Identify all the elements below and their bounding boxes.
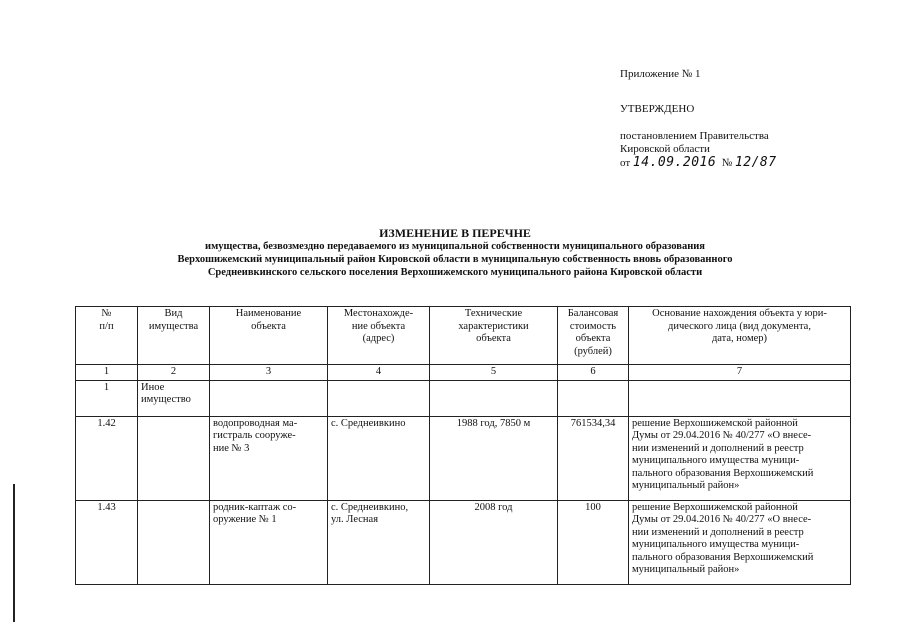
header-cell: Основание нахождения объекта у юри- дического лица (вид документа, дата, номер) — [629, 307, 851, 365]
appendix-label: Приложение № 1 — [620, 68, 701, 80]
approval-date-line — [620, 156, 777, 170]
row-tech: 1988 год, 7850 м — [430, 416, 558, 500]
column-number: 6 — [558, 365, 629, 381]
header-cell: Местонахожде- ние объекта (адрес) — [328, 307, 430, 365]
row-basis: решение Верхошижемской районной Думы от 29.04.2016 № 40/277 «О внесе- нии изменений и дополнений в реестр муниципального имущества муници- пального образования Верхошижемский муниципальный район» — [629, 416, 851, 500]
title-line-3: Среднеивкинского сельского поселения Верхошижемского муниципального района Кировской области — [207, 267, 703, 278]
table-header-row — [76, 307, 851, 365]
column-number: 4 — [328, 365, 430, 381]
table-row — [76, 416, 851, 500]
header-cell: Балансовая стоимость объекта (рублей) — [558, 307, 629, 365]
row-name: водопроводная ма- гистраль сооруже- ние № 3 — [210, 416, 328, 500]
section-row — [76, 380, 851, 416]
row-type — [138, 416, 210, 500]
title-heading: ИЗМЕНЕНИЕ В ПЕРЕЧНЕ — [379, 226, 531, 240]
column-number: 3 — [210, 365, 328, 381]
column-number: 5 — [430, 365, 558, 381]
column-number: 2 — [138, 365, 210, 381]
section-type: Иное имущество — [138, 380, 210, 416]
approval-block — [620, 68, 777, 170]
row-location: с. Среднеивкино — [328, 416, 430, 500]
approval-line-2: Кировской области — [620, 143, 710, 155]
row-location: с. Среднеивкино, ул. Лесная — [328, 500, 430, 584]
title-line-2: Верхошижемский муниципальный район Кировской области в муниципальную собственность вновь образованного — [177, 254, 733, 265]
handwritten-number: 12/87 — [734, 155, 777, 170]
row-tech: 2008 год — [430, 500, 558, 584]
section-number: 1 — [76, 380, 138, 416]
number-prefix: № — [721, 157, 733, 169]
document-title — [40, 226, 870, 279]
header-cell: Технические характеристики объекта — [430, 307, 558, 365]
column-number: 7 — [629, 365, 851, 381]
title-line-1: имущества, безвозмездно передаваемого из муниципальной собственности муниципального образования — [205, 241, 705, 252]
row-basis: решение Верхошижемской районной Думы от 29.04.2016 № 40/277 «О внесе- нии изменений и дополнений в реестр муниципального имущества муници- пального образования Верхошижемский муниципальный район» — [629, 500, 851, 584]
row-type — [138, 500, 210, 584]
header-cell: № п/п — [76, 307, 138, 365]
row-name: родник-каптаж со- оружение № 1 — [210, 500, 328, 584]
handwritten-date: 14.09.2016 — [632, 155, 717, 170]
property-table — [75, 306, 851, 585]
row-value: 100 — [558, 500, 629, 584]
left-margin-mark — [13, 484, 15, 622]
approved-label: УТВЕРЖДЕНО — [620, 103, 695, 115]
column-number: 1 — [76, 365, 138, 381]
row-number: 1.43 — [76, 500, 138, 584]
table-row — [76, 500, 851, 584]
row-number: 1.42 — [76, 416, 138, 500]
row-value: 761534,34 — [558, 416, 629, 500]
date-prefix: от — [620, 157, 631, 169]
header-cell: Наименование объекта — [210, 307, 328, 365]
column-number-row — [76, 365, 851, 381]
approval-line-1: постановлением Правительства — [620, 130, 769, 142]
header-cell: Вид имущества — [138, 307, 210, 365]
